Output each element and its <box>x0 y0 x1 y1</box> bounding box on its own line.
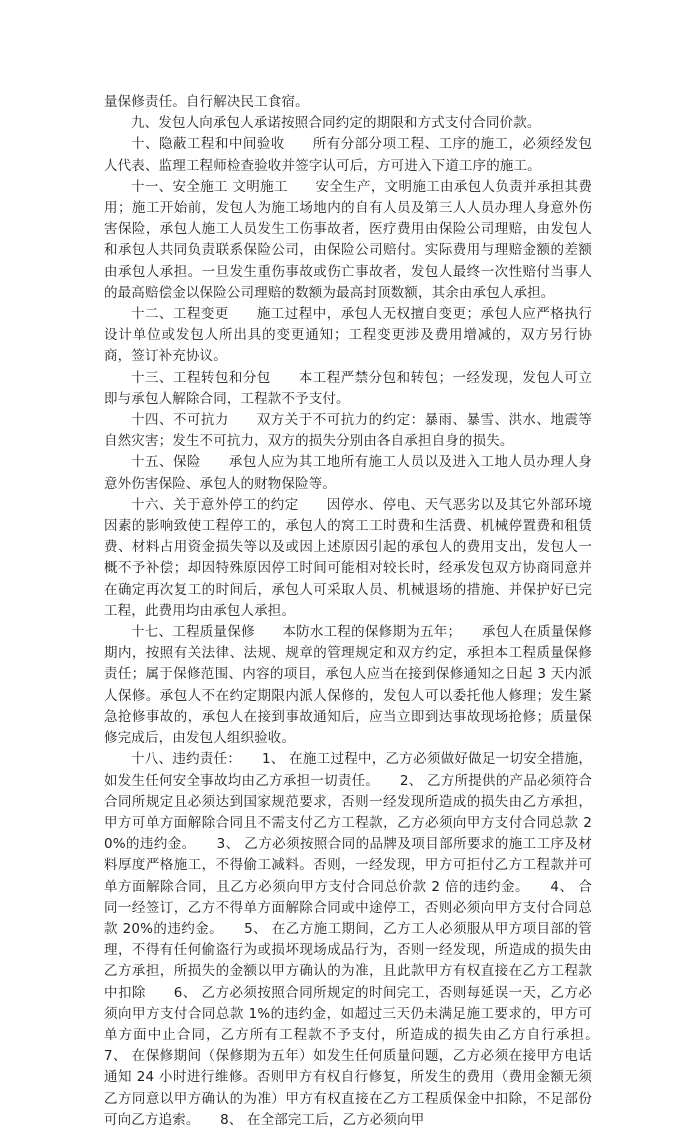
paragraph-continuation: 量保修责任。自行解决民工食宿。 <box>104 94 309 110</box>
paragraph-clause-13: 十三、工程转包和分包 本工程严禁分包和转包；一经发现，发包人可立即与承包人解除合同，工程款不予支付。 <box>104 369 592 407</box>
paragraph-clause-16: 十六、关于意外停工的约定 因停水、停电、天气恶劣以及其它外部环境因素的影响致使工程停工的，承包人的窝工工时费和生活费、机械停置费和租赁费、材料占用资金损失等以及或因上述原因引起的承包人的费用支出，发包人一概不予补偿；却因特殊原因停工时间可能相对较长时，经承发包双方协商同意并在确定再次复工的时间后，承包人可采取人员、机械退场的措施、并保护好已完工程，此费用均由承包人承担。 <box>104 496 592 619</box>
paragraph-clause-10: 十、隐蔽工程和中间验收 所有分部分项工程、工序的施工，必须经发包人代表、监理工程师检查验收并签字认可后，方可进入下道工序的施工。 <box>104 136 592 174</box>
paragraph-clause-9: 九、发包人向承包人承诺按照合同约定的期限和方式支付合同价款。 <box>131 115 541 132</box>
paragraph-clause-14: 十四、不可抗力 双方关于不可抗力的约定：暴雨、暴雪、洪水、地震等自然灾害；发生不可抗力，双方的损失分别由各自承担自身的损失。 <box>104 412 592 450</box>
paragraph-clause-17: 十七、工程质量保修 本防水工程的保修期为五年； 承包人在质量保修期内，按照有关法律、法规、规章的管理规定和双方约定，承担本工程质量保修责任；属于保修范围、内容的项目，承包人应当在接到保修通知之日起 3 天内派人保修。承包人不在约定期限内派人保修的，发包人可以委托他人修理；发生紧急抢修事故的，承包人在接到事故通知后，应当立即到达事故现场抢修；质量保修完成后，由发包人组织验收。 <box>104 624 592 747</box>
document-body <box>104 92 620 1131</box>
paragraph-clause-12: 十二、工程变更 施工过程中，承包人无权擅自变更；承包人应严格执行设计单位或发包人所出具的变更通知；工程变更涉及费用增减的，双方另行协商，签订补充协议。 <box>104 306 592 365</box>
paragraph-clause-11: 十一、安全施工 文明施工 安全生产，文明施工由承包人负责并承担其费用；施工开始前，发包人为施工场地内的自有人员及第三人人员办理人身意外伤害保险，承包人施工人员发生工伤事故者，医疗费用由保险公司理赔，由发包人和承包人共同负责联系保险公司，由保险公司赔付。实际费用与理赔金额的差额由承包人承担。一旦发生重伤事故或伤亡事故者，发包人最终一次性赔付当事人的最高赔偿金以保险公司理赔的数额为最高封顶数额，其余由承包人承担。 <box>104 178 592 301</box>
paragraph-clause-15: 十五、保险 承包人应为其工地所有施工人员以及进入工地人员办理人身意外伤害保险、承包人的财物保险等。 <box>104 454 592 492</box>
paragraph-clause-18: 十八、违约责任： 1、 在施工过程中，乙方必须做好做足一切安全措施，如发生任何安全事故均由乙方承担一切责任。 2、 乙方所提供的产品必须符合合同所规定且必须达到国家规范要求，否则一经发现所造成的损失由乙方承担，甲方可单方面解除合同且不需支付乙方工程款，乙方必须向甲方支付合同总款 20%的违约金。 3、 乙方必须按照合同的品牌及项目部所要求的施工工序及材料厚度严格施工，不得偷工减料。否则，一经发现，甲方可拒付乙方工程款并可单方面解除合同，且乙方必须向甲方支付合同总价款 2 倍的违约金。 4、 合同一经签订，乙方不得单方面解除合同或中途停工，否则必须向甲方支付合同总款 20%的违约金。 5、 在乙方施工期间，乙方工人必须服从甲方项目部的管理，不得有任何偷盗行为或损坏现场成品行为，否则一经发现，所造成的损失由乙方承担，所损失的金额以甲方确认的为准，且此款甲方有权直接在乙方工程款中扣除 6、 乙方必须按照合同所规定的时间完工，否则每延误一天，乙方必须向甲方支付合同总款 1%的违约金，如超过三天仍未满足施工要求的，甲方可单方面中止合同，乙方所有工程款不予支付，所造成的损失由乙方自行承担。 7、 在保修期间（保修期为五年）如发生任何质量问题，乙方必须在接甲方电话通知 24 小时进行维修。否则甲方有权自行修复，所发生的费用（费用金额无须乙方同意以甲方确认的为准）甲方有权直接在乙方工程质保金中扣除，不足部份可向乙方追索。 8、 在全部完工后，乙方必须向甲 <box>104 751 620 1128</box>
